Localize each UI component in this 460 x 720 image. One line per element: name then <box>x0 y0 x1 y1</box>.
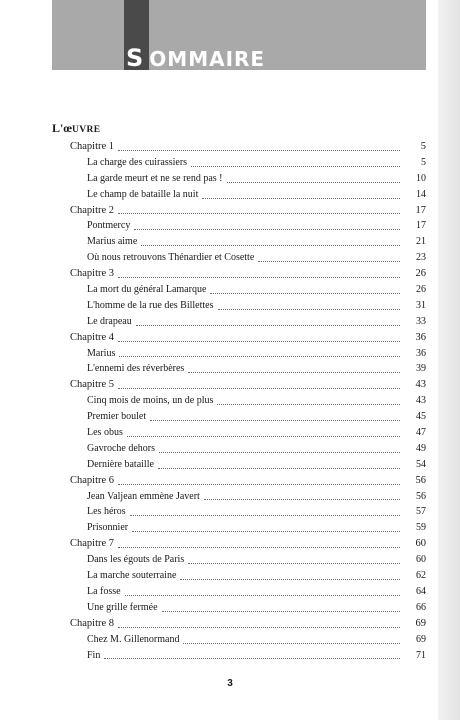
toc-entry-page: 57 <box>416 506 426 518</box>
toc-chapter-entry <box>70 616 426 632</box>
toc-section-entry <box>70 234 426 250</box>
page-number: 3 <box>227 678 233 689</box>
toc-entry-page: 49 <box>416 442 426 454</box>
section-title-initial: L'œ <box>52 121 73 135</box>
toc-dot-leader <box>118 277 400 278</box>
toc-dot-leader <box>134 229 400 230</box>
toc-dot-leader <box>125 595 400 596</box>
toc-entry-page: 54 <box>416 458 426 470</box>
toc-entry-page: 23 <box>416 252 426 264</box>
toc-entry-label: Marius aime <box>87 236 138 248</box>
toc-entry-page: 14 <box>416 188 426 200</box>
toc-dot-leader <box>227 182 401 183</box>
toc-section-entry <box>70 346 426 362</box>
toc-dot-leader <box>217 404 400 405</box>
toc-entry-page: 66 <box>416 601 426 613</box>
toc-entry-label: Une grille fermée <box>87 601 158 613</box>
toc-entry-label: Premier boulet <box>87 411 147 423</box>
toc-chapter-entry <box>70 377 426 393</box>
toc-chapter-entry <box>70 139 426 155</box>
toc-entry-label: Gavroche dehors <box>87 442 156 454</box>
toc-section-entry <box>70 552 426 568</box>
toc-entry-page: 33 <box>416 315 426 327</box>
toc-chapter-entry <box>70 203 426 219</box>
toc-dot-leader <box>118 627 400 628</box>
toc-dot-leader <box>127 436 400 437</box>
toc-entry-page: 17 <box>415 204 426 216</box>
toc-entry-label: Chapitre 4 <box>70 331 115 343</box>
toc-entry-label: Le champ de bataille la nuit <box>87 188 199 200</box>
toc-section-entry <box>70 218 426 234</box>
toc-dot-leader <box>210 293 400 294</box>
toc-dot-leader <box>104 658 400 659</box>
toc-section-entry <box>70 187 426 203</box>
toc-dot-leader <box>118 213 400 214</box>
toc-entry-label: L'ennemi des réverbères <box>87 363 185 375</box>
toc-entry-page: 10 <box>416 172 426 184</box>
toc-dot-leader <box>141 245 400 246</box>
toc-entry-page: 71 <box>416 649 426 661</box>
toc-dot-leader <box>118 484 400 485</box>
toc-dot-leader <box>119 356 400 357</box>
toc-entry-label: Chapitre 5 <box>70 379 115 391</box>
toc-entry-label: Chapitre 1 <box>70 141 115 152</box>
section-title <box>52 121 101 137</box>
toc-dot-leader <box>118 388 400 389</box>
toc-section-entry <box>70 584 426 600</box>
toc-section-entry <box>70 504 426 520</box>
toc-section-entry <box>70 282 426 298</box>
toc-dot-leader <box>158 468 400 469</box>
toc-chapter-entry <box>70 536 426 552</box>
toc-dot-leader <box>130 515 400 516</box>
page-title-initial: S <box>126 44 145 72</box>
toc-section-entry <box>70 600 426 616</box>
page-edge <box>438 0 460 720</box>
toc-entry-label: Chapitre 2 <box>70 204 115 216</box>
toc-entry-page: 45 <box>416 411 426 423</box>
toc-section-entry <box>70 409 426 425</box>
toc-chapter-entry <box>70 473 426 489</box>
toc-dot-leader <box>183 643 400 644</box>
toc-entry-label: Les héros <box>87 506 126 518</box>
toc-section-entry <box>70 171 426 187</box>
toc-section-entry <box>70 648 426 664</box>
toc-dot-leader <box>118 547 400 548</box>
toc-section-entry <box>70 361 426 377</box>
toc-entry-page: 43 <box>416 395 426 407</box>
toc-dot-leader <box>218 309 401 310</box>
toc-dot-leader <box>162 611 400 612</box>
toc-section-entry <box>70 393 426 409</box>
toc-section-entry <box>70 298 426 314</box>
toc-entry-label: Prisonnier <box>87 522 129 534</box>
toc-dot-leader <box>204 499 400 500</box>
toc-entry-label: Dernière bataille <box>87 458 154 470</box>
toc-dot-leader <box>118 341 400 342</box>
toc-entry-page: 43 <box>415 379 426 391</box>
toc-entry-label: Chapitre 7 <box>70 538 115 550</box>
toc-entry-page: 39 <box>416 363 426 375</box>
toc-entry-label: La charge des cuirassiers <box>87 156 188 168</box>
toc-dot-leader <box>258 261 400 262</box>
toc-entry-label: Jean Valjean emmène Javert <box>87 490 200 502</box>
toc-section-entry <box>70 155 426 171</box>
toc-entry-label: Cinq mois de moins, un de plus <box>87 395 214 407</box>
table-of-contents <box>70 139 426 663</box>
toc-section-entry <box>70 568 426 584</box>
toc-dot-leader <box>159 452 400 453</box>
toc-entry-label: Le drapeau <box>87 315 132 327</box>
toc-entry-page: 5 <box>421 156 426 168</box>
toc-entry-page: 26 <box>415 268 426 280</box>
toc-entry-page: 60 <box>415 538 426 550</box>
toc-entry-label: Marius <box>87 347 116 359</box>
toc-entry-page: 26 <box>416 284 426 296</box>
toc-entry-page: 69 <box>415 617 426 629</box>
toc-entry-page: 5 <box>420 141 426 152</box>
toc-entry-label: La mort du général Lamarque <box>87 284 207 296</box>
page-title <box>126 40 265 70</box>
toc-entry-label: Dans les égouts de Paris <box>87 554 185 566</box>
toc-entry-label: Chapitre 8 <box>70 617 115 629</box>
toc-entry-page: 47 <box>416 427 426 439</box>
toc-section-entry <box>70 441 426 457</box>
toc-entry-label: Fin <box>87 649 101 661</box>
toc-entry-label: La marche souterraine <box>87 570 177 582</box>
toc-chapter-entry <box>70 266 426 282</box>
toc-section-entry <box>70 250 426 266</box>
toc-section-entry <box>70 632 426 648</box>
toc-dot-leader <box>188 372 400 373</box>
toc-entry-page: 64 <box>416 585 426 597</box>
toc-dot-leader <box>202 198 400 199</box>
toc-entry-page: 56 <box>415 474 426 486</box>
page-title-rest: OMMAIRE <box>149 47 266 71</box>
toc-entry-label: Chez M. Gillenormand <box>87 633 180 645</box>
toc-dot-leader <box>180 579 400 580</box>
toc-entry-label: Pontmercy <box>87 220 131 232</box>
toc-dot-leader <box>118 150 400 151</box>
toc-chapter-entry <box>70 330 426 346</box>
toc-entry-label: La garde meurt et ne se rend pas ! <box>87 172 223 184</box>
toc-entry-page: 59 <box>416 522 426 534</box>
toc-section-entry <box>70 457 426 473</box>
toc-entry-page: 31 <box>416 299 426 311</box>
toc-entry-label: Les obus <box>87 427 123 439</box>
toc-entry-page: 36 <box>416 347 426 359</box>
section-title-rest: UVRE <box>72 125 101 135</box>
toc-entry-page: 60 <box>416 554 426 566</box>
toc-entry-page: 21 <box>416 236 426 248</box>
toc-entry-page: 69 <box>416 633 426 645</box>
toc-entry-page: 62 <box>416 570 426 582</box>
toc-section-entry <box>70 425 426 441</box>
toc-dot-leader <box>188 563 400 564</box>
toc-entry-page: 36 <box>415 331 426 343</box>
toc-entry-page: 56 <box>416 490 426 502</box>
toc-entry-label: Chapitre 6 <box>70 474 115 486</box>
toc-section-entry <box>70 489 426 505</box>
toc-dot-leader <box>132 531 400 532</box>
toc-entry-label: Chapitre 3 <box>70 268 115 280</box>
toc-entry-label: L'homme de la rue des Billettes <box>87 299 214 311</box>
toc-dot-leader <box>191 166 400 167</box>
toc-section-entry <box>70 520 426 536</box>
toc-dot-leader <box>150 420 400 421</box>
toc-entry-label: La fosse <box>87 585 121 597</box>
toc-section-entry <box>70 314 426 330</box>
toc-dot-leader <box>136 325 400 326</box>
toc-entry-label: Où nous retrouvons Thénardier et Cosette <box>87 252 255 264</box>
toc-entry-page: 17 <box>416 220 426 232</box>
